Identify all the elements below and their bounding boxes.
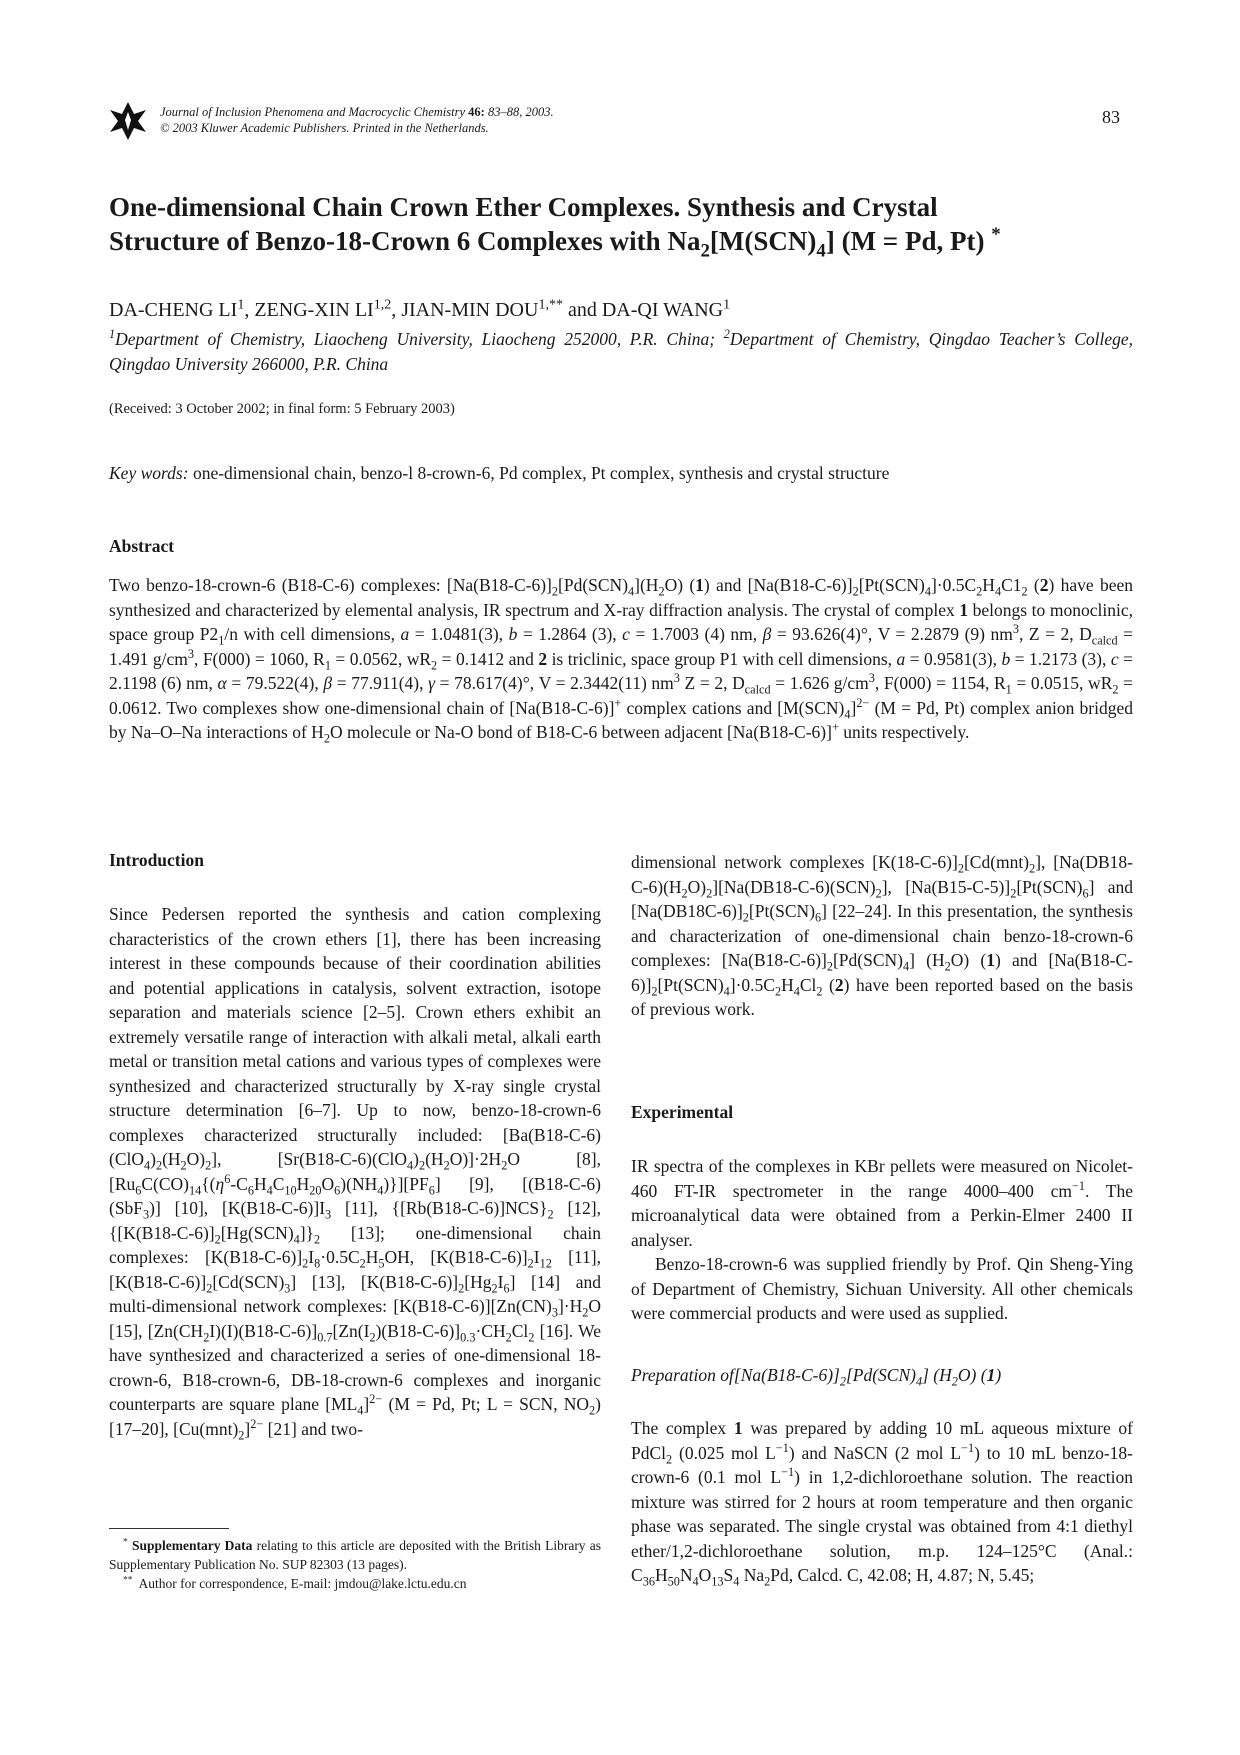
page-number: 83 <box>1102 107 1120 127</box>
journal-header <box>160 104 720 136</box>
keywords-label: Key words: <box>109 463 189 483</box>
introduction-continued: dimensional network complexes $[K(18-C-6)]_2[Cd(mnt)_2]$, $[Na(DB18-C-6)(H_2O)_2][Na(DB18-C-6)(SCN)_2]$, $[Na(B15-C-5)]_2[Pt(SCN)_6]$ and $[Na(DB18C-6)]_2[Pt(SCN)_6]$ [22–24]. In this presentation, the synthesis and characterization of one-dimensional chain benzo-18-crown-6 complexes: $[Na(B18-C-6)]_2[Pd(SCN)_4]$ $(H_2O)$ (1) and $[Na(B18-C-6)]_2[Pt(SCN)_4]\cdot 0.5C_2H_4Cl_2$ (2) have been reported based on the basis of previous work. <box>631 852 1133 1019</box>
abstract-heading: Abstract <box>109 536 175 556</box>
abstract-body: Two benzo-18-crown-6 (B18-C-6) complexes: $[Na(B18-C-6)]_2[Pd(SCN)_4](H_2O)$ (1) and $[Na(B18-C-6)]_2[Pt(SCN)_4]\cdot 0.5C_2H_4C1_2$ (2) have been synthesized and characterized by elemental analysis, IR spectrum and X-ray diffraction analysis. The crystal of complex 1 belongs to monoclinic, space group $P2_1/n$ with cell dimensions, a = 1.0481(3), b = 1.2864 (3), c = 1.7003 (4) nm, β = 93.626(4)°, V = 2.2879 (9) $nm^3$, Z = 2, $D_{calcd} = 1.491$ $g/cm^3$, F(000) = 1060, $R_1 = 0.0562$, $wR_2 = 0.1412$ and 2 is triclinic, space group P1 with cell dimensions, a = 0.9581(3), b = 1.2173 (3), c = 2.1198 (6) nm, α = 79.522(4), β = 77.911(4), γ = 78.617(4)°, V = 2.3442(11) $nm^3$ Z = 2, $D_{calcd} = 1.626$ $g/cm^3$, F(000) = 1154, $R_1 = 0.0515$, $wR_2 = 0.0612$. Two complexes show one-dimensional chain of [Na(B18-C-6)]+ complex cations and $[M(SCN)_4]^{2-}$ (M = Pd, Pt) complex anion bridged by Na–O–Na interactions of $H_2O$ molecule or Na-O bond of B18-C-6 between adjacent [Na(B18-C-6)]+ units respectively. <box>109 575 1134 746</box>
publisher-logo-icon <box>108 100 148 142</box>
introduction-heading: Introduction <box>109 850 204 870</box>
affiliation-2: Department of Chemistry, Qingdao Teacher’s College, Qingdao University 266000, P.R. China <box>109 329 1134 374</box>
author-2: ZENG-XIN LI <box>254 299 374 321</box>
introduction-body: Since Pedersen reported the synthesis and cation complexing characteristics of the crown ethers [1], there has been increasing interest in these compounds because of their coordination abilities and potential applications in catalysis, solvent extraction, isotope separation and materials science [2–5]. Crown ethers exhibit an extremely versatile range of interaction with alkali metal, alkali earth metal or transition metal cations and various types of complexes were synthesized and characterized structurally by X-ray single crystal structure determination [6–7]. Up to now, benzo-18-crown-6 complexes characterized structurally included: $[Ba(B18-C-6)(ClO_4)_2(H_2O)_2]$, $[Sr(B18-C-6)(ClO_4)_2(H_2O)]\cdot 2H_2O$ [8], $[Ru_6C(CO)_{14}\{(\eta^6-C_6H_4C_{10}H_{20}O_6)(NH_4)\}][PF_6]$ [9], [(B18-C-6)(SbF$_3$)] [10], $[K(B18-C-6)]I_3$ [11], $\{[Rb(B18-C-6)]NCS\}_2$ [12], $\{[K(B18-C-6)]_2[Hg(SCN)_4]\}_2$ [13]; one-dimensional chain complexes: $[K(B18-C-6)]_2I_8\cdot 0.5C_2H_5OH$, $[K(B18-C-6)]_2I_{12}$ [11], $[K(B18-C-6)]_2[Cd(SCN)_3]$ [13], $[K(B18-C-6)]_2[Hg_2I_6]$ [14] and multi-dimensional network complexes: $[K(B18-C-6)][Zn(CN)_3]\cdot H_2O$ [15], $[Zn(CH_2I)(I)(B18-C-6)]_{0.7}[Zn(I_2)(B18-C-6)]_{0.3}\cdot CH_2Cl_2$ [16]. We have synthesized and characterized a series of one-dimensional 18-crown-6, B18-crown-6, DB-18-crown-6 complexes and inorganic counterparts are square plane $[ML_4]^{2-}$ (M = Pd, Pt; L = SCN, $NO_2$) [17–20], $[Cu(mnt)_2]^{2-}$ [21] and two- <box>109 904 601 1442</box>
footnote-rule <box>109 1528 229 1529</box>
keywords <box>109 463 1139 484</box>
author-1: DA-CHENG LI <box>109 299 238 321</box>
author-list: DA-CHENG $LI^1$, ZENG-XIN LI$^{1,2}$, JIAN-MIN $DOU^{1,**}$ and DA-QI WANG$^1$ <box>109 297 731 321</box>
preparation-heading: Preparation $of[Na(B18-C-6)]_2[Pd(SCN)_4]$ $(H_2O)$ (1) <box>631 1365 1002 1389</box>
author-3: JIAN-MIN DOU <box>401 299 539 321</box>
footnote-2: ** Author for correspondence, E-mail: jmdou@lake.lctu.edu.cn <box>123 1575 467 1591</box>
title-line-1: One-dimensional Chain Crown Ether Complexes. Synthesis and Crystal <box>109 192 938 222</box>
preparation-body: The complex 1 was prepared by adding 10 mL aqueous mixture of PdCl$_2$ (0.025 mol $L^{-1}$) and NaSCN (2 mol $L^{-1}$) to 10 mL benzo-18-crown-6 (0.1 mol $L^{-1}$) in 1,2-dichloroethane solution. The reaction mixture was stirred for 2 hours at room temperature and then organic phase was separated. The single crystal was obtained from 4:1 diethyl ether/1,2-dichloroethane solution, m.p. 124–125°C (Anal.: $C_{36}H_{50}N_4O_{13}S_4$ $Na_2Pd$, Calcd. C, 42.08; H, 4.87; N, 5.45; <box>631 1418 1133 1589</box>
copyright-line: © 2003 Kluwer Academic Publishers. Printed in the Netherlands. <box>160 121 489 135</box>
affiliations: $^1$Department of Chemistry, Liaocheng University, Liaocheng 252000, P.R. China; $^2$Department of Chemistry, Qingdao Teacher’s College, Qingdao University 266000, P.R. China <box>109 327 1134 374</box>
keywords-text: one-dimensional chain, benzo-l 8-crown-6, Pd complex, Pt complex, synthesis and crystal structure <box>192 463 890 483</box>
paper-title <box>109 190 1139 262</box>
footnotes <box>109 1536 601 1593</box>
experimental-body: IR spectra of the complexes in KBr pellets were measured on Nicolet-460 FT-IR spectrometer in the range 4000–400 $cm^{-1}$. The microanalytical data were obtained from a Perkin-Elmer 2400 II analyser. Benzo-18-crown-6 was supplied friendly by Prof. Qin Sheng-Ying of Department of Chemistry, Sichuan University. All other chemicals were commercial products and were used as supplied. <box>631 1156 1133 1323</box>
journal-pages: 83–88, 2003. <box>487 105 554 119</box>
journal-volume: 46: <box>468 105 485 119</box>
title-line-2: Structure of Benzo-18-Crown 6 Complexes with $Na_2[M(SCN)_4] (M = Pd$, Pt) * <box>109 224 1001 262</box>
received-dates: (Received: 3 October 2002; in final form: 5 February 2003) <box>109 401 455 417</box>
affiliation-1: Department of Chemistry, Liaocheng University, Liaocheng 252000, P.R. China; <box>115 329 716 349</box>
journal-name: Journal of Inclusion Phenomena and Macrocyclic Chemistry <box>160 105 466 119</box>
footnote-1: * Supplementary Data relating to this article are deposited with the British Library as Supplementary Publication No. SUP 82303 (13 pages). <box>109 1537 602 1572</box>
author-4: DA-QI WANG <box>601 299 724 321</box>
experimental-heading: Experimental <box>631 1102 734 1122</box>
